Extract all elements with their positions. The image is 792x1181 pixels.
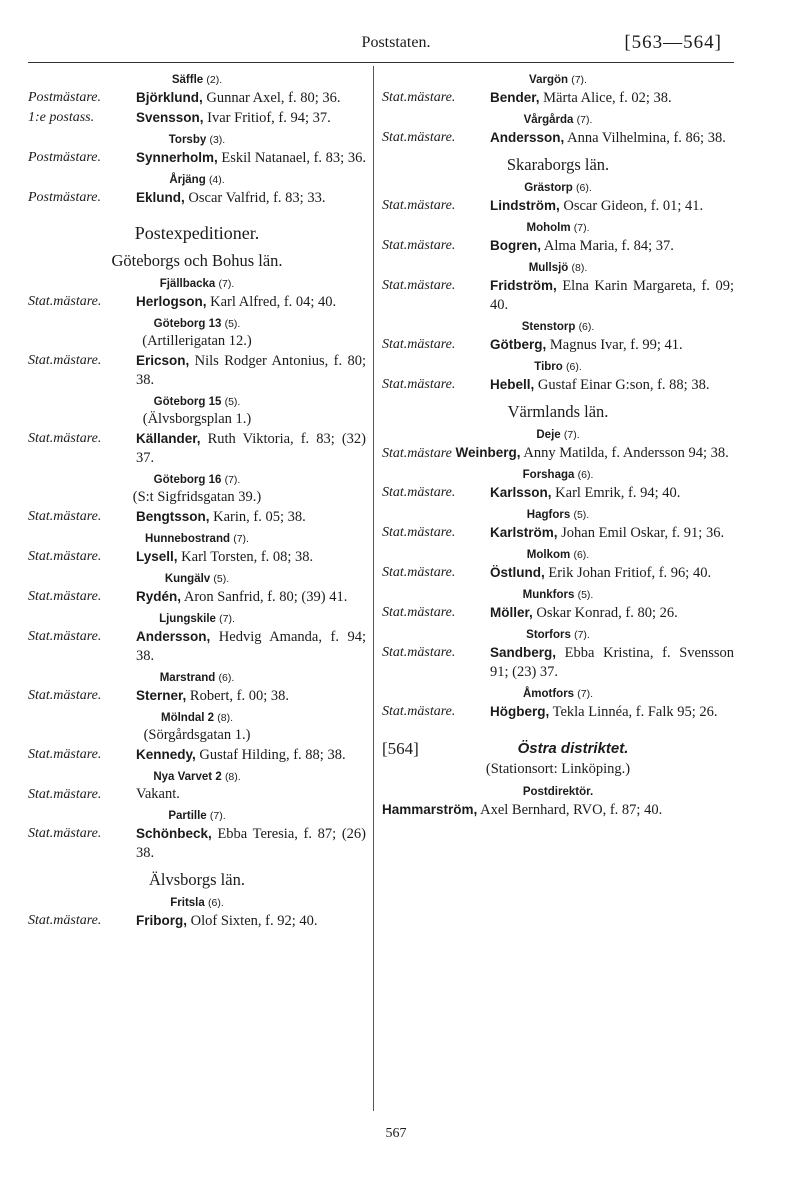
staff-entry (28, 88, 366, 108)
place-name: Säffle (171, 74, 204, 86)
staff-entry (28, 108, 366, 128)
place-heading (28, 395, 366, 410)
place-class: (8). (217, 712, 233, 724)
place-class: (6). (566, 361, 582, 373)
role-label: Stat.mästare. (382, 485, 456, 500)
role-label: Stat.mästare. (382, 704, 456, 719)
place-class: (7). (233, 533, 249, 545)
place-name: Göteborg 13 (153, 318, 222, 330)
place-heading (382, 588, 734, 603)
place-heading (28, 473, 366, 488)
place-class: (8). (571, 262, 588, 274)
role-label: Stat.mästare (382, 446, 452, 461)
place-name: Stenstorp (521, 321, 576, 333)
place-name: Fjällbacka (159, 278, 216, 290)
person-surname: Ericson, (136, 353, 190, 368)
person-details: Alma Maria, f. 84; 37. (543, 238, 674, 254)
place-class: (7). (574, 629, 590, 641)
person-surname: Eklund, (136, 190, 185, 205)
person-surname: Svensson, (136, 110, 204, 125)
place-heading (28, 770, 366, 785)
place-heading (382, 687, 734, 702)
person-surname: Sandberg, (490, 645, 557, 660)
place-heading (28, 612, 366, 627)
staff-entry (28, 292, 366, 312)
place-name: Ljungskile (159, 613, 216, 625)
person-details: Gunnar Axel, f. 80; 36. (206, 90, 341, 106)
person-surname: Bender, (490, 90, 540, 105)
section-title: Postexpeditioner. (134, 223, 260, 243)
place-heading (28, 896, 366, 911)
role-label: Postmästare. (28, 150, 101, 165)
director-entry (382, 800, 734, 820)
place-class: (3). (209, 134, 226, 146)
place-name: Åmotfors (522, 688, 575, 700)
staff-entry (382, 603, 734, 623)
person-details: Nils Rodger Antonius, f. 80; 38. (136, 353, 366, 388)
place-class: (6). (577, 469, 594, 481)
person-details: Hedvig Amanda, f. 94; 38. (136, 629, 366, 664)
person-details: Märta Alice, f. 02; 38. (543, 90, 672, 106)
role-label: Stat.mästare. (28, 747, 102, 762)
person-surname: Friborg, (136, 913, 187, 928)
staff-entry (382, 276, 734, 315)
role-label: Stat.mästare. (28, 589, 102, 604)
staff-entry (28, 507, 366, 527)
role-label: 1:e postass. (28, 110, 95, 125)
place-heading (28, 133, 366, 148)
person-surname: Karlsson, (490, 485, 552, 500)
staff-entry (28, 547, 366, 567)
place-heading (382, 628, 734, 643)
place-name: Nya Varvet 2 (153, 771, 222, 783)
person-details: Anny Matilda, f. Andersson 94; 38. (523, 445, 729, 461)
person-details: Elna Karin Margareta, f. 09; 40. (490, 278, 734, 313)
place-name: Hunnebostrand (145, 533, 231, 545)
place-heading (28, 317, 366, 332)
person-surname: Sterner, (136, 688, 187, 703)
staff-entry (382, 563, 734, 583)
place-name: Torsby (168, 134, 207, 146)
person-surname: Hammarström, (382, 802, 478, 817)
district-heading (382, 738, 734, 760)
role-label: Stat.mästare. (28, 549, 102, 564)
person-details: Ruth Viktoria, f. 83; (32) 37. (136, 431, 366, 466)
page-range: [563—564] (624, 32, 722, 53)
place-class: (5). (573, 509, 590, 521)
role-label: Stat.mästare. (28, 294, 102, 309)
role-label: Stat.mästare. (28, 826, 102, 841)
place-heading (28, 809, 366, 824)
place-class: (7). (224, 474, 241, 486)
role-label: Postmästare. (28, 90, 101, 105)
person-details: Tekla Linnéa, f. Falk 95; 26. (552, 704, 718, 720)
person-details: Robert, f. 00; 38. (189, 688, 289, 704)
person-surname: Björklund, (136, 90, 203, 105)
role-label: Stat.mästare. (382, 337, 456, 352)
place-class: (7). (576, 114, 593, 126)
staff-entry (382, 375, 734, 395)
person-details: Karin, f. 05; 38. (213, 509, 306, 525)
right-column (382, 68, 734, 820)
place-heading (382, 428, 734, 443)
person-surname: Möller, (490, 605, 533, 620)
place-name: Munkfors (522, 589, 575, 601)
column-divider (373, 66, 374, 1111)
person-surname: Weinberg, (455, 445, 521, 460)
region-entries (382, 73, 734, 148)
place-class: (8). (224, 771, 241, 783)
place-heading (382, 181, 734, 196)
region-heading: Skaraborgs län. (506, 155, 610, 174)
region-heading: Värmlands län. (507, 402, 609, 421)
region-entries (382, 468, 734, 722)
place-name: Vargön (529, 74, 569, 86)
place-name: Partille (168, 810, 207, 822)
place-address: (Sörgårdsgatan 1.) (143, 727, 251, 743)
place-name: Moholm (526, 222, 571, 234)
staff-entry (382, 443, 734, 463)
role-label: Stat.mästare. (28, 353, 102, 368)
place-class: (2). (206, 74, 223, 86)
place-heading (28, 572, 366, 587)
place-class: (6). (218, 672, 235, 684)
place-name: Forshaga (522, 469, 575, 481)
place-class: (7). (573, 222, 590, 234)
staff-entry (382, 523, 734, 543)
role-label: Stat.mästare. (382, 130, 456, 145)
person-surname: Synnerholm, (136, 150, 218, 165)
place-class: (5). (224, 318, 241, 330)
person-details: Axel Bernhard, RVO, f. 87; 40. (480, 802, 663, 818)
place-heading (382, 221, 734, 236)
place-address: (Artillerigatan 12.) (142, 333, 252, 349)
person-surname: Rydén, (136, 589, 182, 604)
place-heading (382, 508, 734, 523)
place-class: (7). (218, 278, 235, 290)
person-details: Erik Johan Fritiof, f. 96; 40. (548, 565, 712, 581)
place-heading (28, 277, 366, 292)
person-surname: Kennedy, (136, 747, 196, 762)
place-name: Deje (536, 429, 561, 441)
place-heading (382, 468, 734, 483)
role-label: Stat.mästare. (28, 688, 102, 703)
place-heading (382, 320, 734, 335)
place-heading (28, 532, 366, 547)
role-label: Stat.mästare. (382, 278, 456, 293)
place-class: (7). (577, 688, 594, 700)
place-heading (382, 360, 734, 375)
place-name: Årjäng (169, 174, 206, 186)
place-class: (6). (573, 549, 590, 561)
person-details: Aron Sanfrid, f. 80; (39) 41. (183, 589, 348, 605)
person-surname: Källander, (136, 431, 201, 446)
page-number: 567 (385, 1126, 407, 1141)
staff-entry (28, 745, 366, 765)
person-details: Ivar Fritiof, f. 94; 37. (207, 110, 331, 126)
role-label: Stat.mästare. (28, 509, 102, 524)
place-name: Kungälv (164, 573, 211, 585)
place-heading (28, 671, 366, 686)
place-name: Grästorp (524, 182, 573, 194)
person-surname: Lindström, (490, 198, 560, 213)
person-details: Ebba Teresia, f. 87; (26) 38. (136, 826, 366, 861)
place-address: (Älvsborgsplan 1.) (142, 411, 252, 427)
person-surname: Herlogson, (136, 294, 207, 309)
role-label: Postmästare. (28, 190, 101, 205)
person-surname: Högberg, (490, 704, 550, 719)
place-name: Fritsla (170, 897, 205, 909)
person-surname: Hebell, (490, 377, 535, 392)
role-label: Stat.mästare. (382, 605, 456, 620)
district-subtitle: (Stationsort: Linköping.) (485, 761, 631, 777)
page-header-title: Poststaten. (361, 34, 431, 51)
place-class: (6). (207, 897, 224, 909)
role-label: Stat.mästare. (28, 913, 102, 928)
person-details: Eskil Natanael, f. 83; 36. (221, 150, 366, 166)
staff-entry (28, 824, 366, 863)
staff-entry (28, 148, 366, 168)
staff-entry (28, 785, 366, 804)
place-class: (5). (224, 396, 241, 408)
staff-entry (382, 335, 734, 355)
person-details: Oscar Gideon, f. 01; 41. (563, 198, 704, 214)
person-details: Karl Torsten, f. 08; 38. (181, 549, 314, 565)
place-heading (28, 173, 366, 188)
place-class: (6). (578, 321, 595, 333)
region-heading: Göteborgs och Bohus län. (111, 251, 283, 270)
region-entries (28, 896, 366, 931)
header-rule (28, 62, 734, 63)
staff-entry (382, 88, 734, 108)
place-class: (4). (208, 174, 225, 186)
role-label: Stat.mästare. (382, 377, 456, 392)
person-surname: Schönbeck, (136, 826, 212, 841)
place-class: (7). (209, 810, 226, 822)
person-details: Gustaf Hilding, f. 88; 38. (199, 747, 346, 763)
place-class: (5). (577, 589, 594, 601)
place-class: (6). (576, 182, 592, 194)
staff-entry (382, 483, 734, 503)
place-name: Tibro (534, 361, 563, 373)
place-heading (382, 261, 734, 276)
person-details: Oscar Valfrid, f. 83; 33. (188, 190, 326, 206)
person-surname: Karlström, (490, 525, 558, 540)
staff-entry (28, 627, 366, 666)
person-details: Vakant. (136, 786, 180, 802)
place-name: Mullsjö (528, 262, 569, 274)
staff-entry (382, 236, 734, 256)
person-details: Gustaf Einar G:son, f. 88; 38. (537, 377, 710, 393)
staff-entry (28, 686, 366, 706)
place-heading (28, 711, 366, 726)
staff-entry (382, 128, 734, 148)
place-class: (7). (563, 429, 580, 441)
place-class: (7). (219, 613, 235, 625)
staff-entry (382, 643, 734, 682)
person-details: Anna Vilhelmina, f. 86; 38. (567, 130, 726, 146)
director-heading: Postdirektör. (522, 786, 594, 798)
person-details: Karl Emrik, f. 94; 40. (555, 485, 681, 501)
district-page-ref: [564] (382, 739, 419, 758)
place-address: (S:t Sigfridsgatan 39.) (132, 489, 262, 505)
role-label: Stat.mästare. (382, 525, 456, 540)
region-entries (28, 277, 366, 863)
person-surname: Andersson, (490, 130, 565, 145)
staff-entry (28, 188, 366, 208)
place-name: Hagfors (526, 509, 571, 521)
person-surname: Andersson, (136, 629, 211, 644)
place-heading (382, 113, 734, 128)
place-heading (382, 73, 734, 88)
person-surname: Östlund, (490, 565, 545, 580)
person-details: Oskar Konrad, f. 80; 26. (536, 605, 678, 621)
role-label: Stat.mästare. (382, 565, 456, 580)
person-surname: Lysell, (136, 549, 178, 564)
place-class: (5). (213, 573, 230, 585)
person-surname: Götberg, (490, 337, 547, 352)
role-label: Stat.mästare. (28, 787, 102, 802)
person-details: Ebba Kristina, f. Svensson 91; (23) 37. (490, 645, 735, 680)
place-name: Göteborg 15 (153, 396, 222, 408)
place-name: Göteborg 16 (153, 474, 222, 486)
place-heading (382, 548, 734, 563)
person-surname: Bogren, (490, 238, 542, 253)
person-surname: Fridström, (490, 278, 557, 293)
staff-entry (28, 351, 366, 390)
place-name: Marstrand (159, 672, 216, 684)
left-column (28, 68, 366, 931)
person-details: Johan Emil Oskar, f. 91; 36. (561, 525, 725, 541)
person-details: Magnus Ivar, f. 99; 41. (549, 337, 683, 353)
place-class: (7). (571, 74, 587, 86)
region-heading: Älvsborgs län. (149, 870, 245, 889)
place-name: Mölndal 2 (161, 712, 215, 724)
role-label: Stat.mästare. (382, 645, 456, 660)
staff-entry (382, 196, 734, 216)
postmasters-list (28, 73, 366, 208)
role-label: Stat.mästare. (382, 90, 456, 105)
role-label: Stat.mästare. (382, 198, 456, 213)
staff-entry (28, 587, 366, 607)
region-entries (382, 181, 734, 395)
staff-entry (28, 911, 366, 931)
role-label: Stat.mästare. (382, 238, 456, 253)
place-name: Molkom (526, 549, 571, 561)
role-label: Stat.mästare. (28, 629, 102, 644)
district-title: Östra distriktet. (517, 740, 629, 757)
staff-entry (28, 429, 366, 468)
role-label: Stat.mästare. (28, 431, 102, 446)
place-name: Storfors (526, 629, 571, 641)
place-name: Vårgårda (523, 114, 574, 126)
person-details: Karl Alfred, f. 04; 40. (210, 294, 337, 310)
place-heading (28, 73, 366, 88)
person-details: Olof Sixten, f. 92; 40. (190, 913, 318, 929)
person-surname: Bengtsson, (136, 509, 210, 524)
staff-entry (382, 702, 734, 722)
